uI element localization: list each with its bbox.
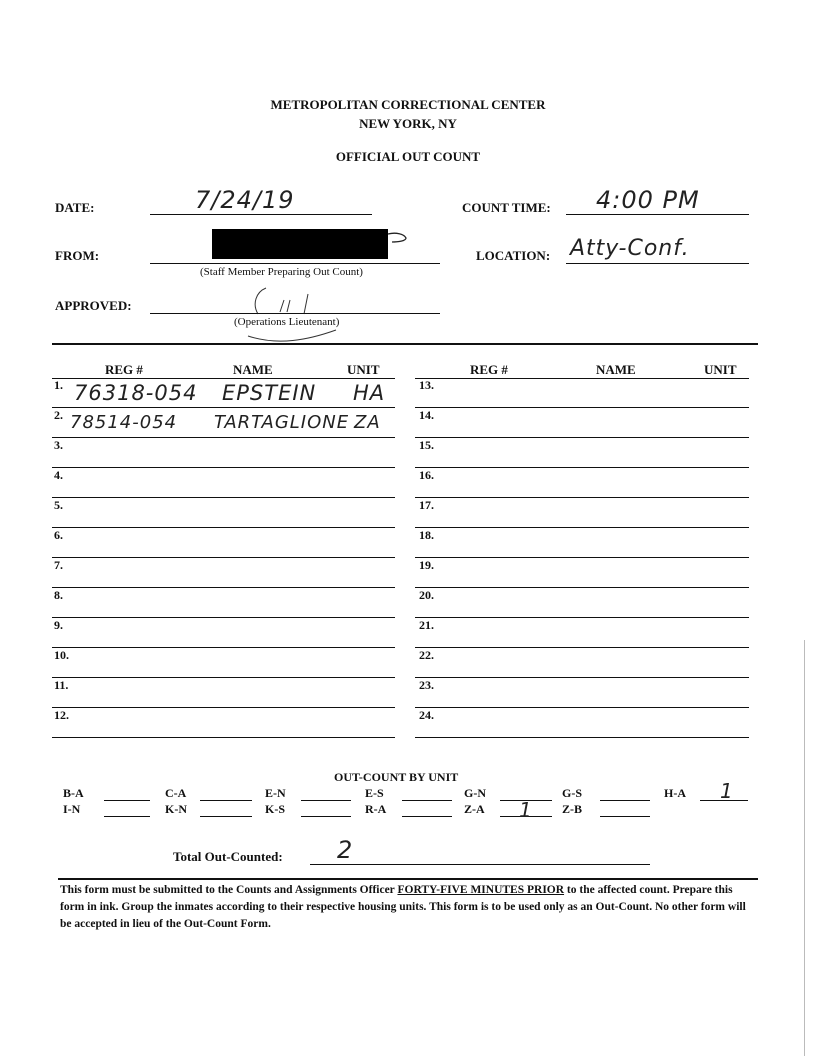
total-line <box>310 864 650 865</box>
row-line <box>52 437 395 438</box>
row-line <box>52 587 395 588</box>
row2-reg: 78514-054 <box>70 412 178 433</box>
row-number: 18. <box>419 528 434 542</box>
row-line <box>415 557 749 558</box>
date-value: 7/24/19 <box>195 186 295 214</box>
row-number: 10. <box>54 648 69 662</box>
row-number: 14. <box>419 408 434 422</box>
row-line <box>52 467 395 468</box>
row-line <box>415 407 749 408</box>
right-header-rule <box>415 378 749 379</box>
row2-name: TARTAGLIONE <box>214 412 350 433</box>
left-header-rule <box>52 378 395 379</box>
left-col-name-header: NAME <box>233 362 273 377</box>
location-line <box>566 263 749 264</box>
table-top-rule <box>52 343 758 345</box>
row-number: 2. <box>54 408 63 422</box>
unit-line-g-s <box>600 800 650 801</box>
unit-label-h-a: H-A <box>664 786 686 800</box>
row1-reg: 76318-054 <box>74 381 198 405</box>
row-line <box>415 737 749 738</box>
redaction-bar <box>212 229 388 259</box>
row-number: 22. <box>419 648 434 662</box>
row-number: 24. <box>419 708 434 722</box>
row-number: 15. <box>419 438 434 452</box>
footer-rule <box>58 878 758 880</box>
row1-name: EPSTEIN <box>222 381 317 405</box>
row2-unit: ZA <box>354 412 381 433</box>
facility-name: METROPOLITAN CORRECTIONAL CENTER <box>270 97 546 112</box>
row-line <box>415 467 749 468</box>
unit-line-e-s <box>402 800 452 801</box>
facility-city: NEW YORK, NY <box>359 116 457 131</box>
row-line <box>52 707 395 708</box>
total-value: 2 <box>337 836 354 864</box>
footer-emphasis: FORTY-FIVE MINUTES PRIOR <box>397 884 565 896</box>
count-time-label: COUNT TIME: <box>462 200 551 215</box>
row-line <box>415 497 749 498</box>
unit-value-z-a: 1 <box>519 798 533 822</box>
row-line <box>52 737 395 738</box>
row-number: 4. <box>54 468 63 482</box>
unit-line-i-n <box>104 816 150 817</box>
date-label: DATE: <box>55 200 95 215</box>
row-line <box>415 587 749 588</box>
date-line <box>150 214 372 215</box>
row-line <box>52 557 395 558</box>
count-time-value: 4:00 PM <box>596 186 700 214</box>
row-number: 20. <box>419 588 434 602</box>
unit-line-b-a <box>104 800 150 801</box>
unit-label-c-a: C-A <box>165 786 187 800</box>
row-number: 12. <box>54 708 69 722</box>
row-number: 17. <box>419 498 434 512</box>
row-number: 1. <box>54 378 63 392</box>
from-line <box>150 263 440 264</box>
row-line <box>415 527 749 528</box>
row-line <box>415 647 749 648</box>
unit-line-k-s <box>301 816 351 817</box>
row-number: 11. <box>54 678 69 692</box>
row1-unit: HA <box>353 381 386 405</box>
unit-line-r-a <box>402 816 452 817</box>
unit-line-k-n <box>200 816 252 817</box>
row-number: 5. <box>54 498 63 512</box>
unit-label-z-b: Z-B <box>562 802 583 816</box>
approved-line <box>150 313 440 314</box>
unit-label-i-n: I-N <box>63 802 81 816</box>
unit-line-c-a <box>200 800 252 801</box>
row-number: 3. <box>54 438 63 452</box>
footer-text-after: to the affected count. Prepare this form in ink. Group the inmates according to their respective housing units. This form is to be used only as an Out-Count. No other form will be accepted in lieu of the Out-Count Form. <box>60 884 746 930</box>
left-col-unit-header: UNIT <box>347 362 380 377</box>
unit-value-h-a: 1 <box>720 779 734 803</box>
row-number: 13. <box>419 378 434 392</box>
approved-label: APPROVED: <box>55 298 132 313</box>
location-value: Atty-Conf. <box>570 236 690 261</box>
unit-line-e-n <box>301 800 351 801</box>
left-col-reg-header: REG # <box>105 362 143 377</box>
row-number: 19. <box>419 558 434 572</box>
row-number: 7. <box>54 558 63 572</box>
row-line <box>52 647 395 648</box>
footer-instructions <box>60 882 755 933</box>
total-label: Total Out-Counted: <box>173 849 283 864</box>
unit-label-k-n: K-N <box>165 802 187 816</box>
location-label: LOCATION: <box>476 248 551 263</box>
row-line <box>52 527 395 528</box>
unit-label-b-a: B-A <box>63 786 84 800</box>
from-caption: (Staff Member Preparing Out Count) <box>200 266 363 278</box>
right-col-reg-header: REG # <box>470 362 508 377</box>
unit-label-g-n: G-N <box>464 786 486 800</box>
row-number: 16. <box>419 468 434 482</box>
unit-label-e-s: E-S <box>365 786 384 800</box>
row-line <box>415 677 749 678</box>
right-col-unit-header: UNIT <box>704 362 737 377</box>
row-number: 8. <box>54 588 63 602</box>
out-count-title: OUT-COUNT BY UNIT <box>334 770 459 784</box>
unit-label-r-a: R-A <box>365 802 387 816</box>
row-line <box>52 677 395 678</box>
unit-label-g-s: G-S <box>562 786 583 800</box>
row-number: 23. <box>419 678 434 692</box>
row-line <box>415 437 749 438</box>
row-line <box>52 497 395 498</box>
from-label: FROM: <box>55 248 100 263</box>
right-col-name-header: NAME <box>596 362 636 377</box>
scan-edge <box>804 640 805 1056</box>
unit-label-z-a: Z-A <box>464 802 485 816</box>
row-line <box>52 407 395 408</box>
row-line <box>415 617 749 618</box>
row-number: 6. <box>54 528 63 542</box>
row-line <box>415 707 749 708</box>
unit-label-k-s: K-S <box>265 802 286 816</box>
footer-text-before: This form must be submitted to the Counts and Assignments Officer <box>60 884 398 896</box>
count-time-line <box>566 214 749 215</box>
form-title: OFFICIAL OUT COUNT <box>335 149 481 164</box>
unit-label-e-n: E-N <box>265 786 286 800</box>
row-line <box>52 617 395 618</box>
row-number: 9. <box>54 618 63 632</box>
unit-line-z-b <box>600 816 650 817</box>
row-number: 21. <box>419 618 434 632</box>
approved-caption: (Operations Lieutenant) <box>234 316 340 328</box>
pen-stroke-mark <box>386 228 410 252</box>
